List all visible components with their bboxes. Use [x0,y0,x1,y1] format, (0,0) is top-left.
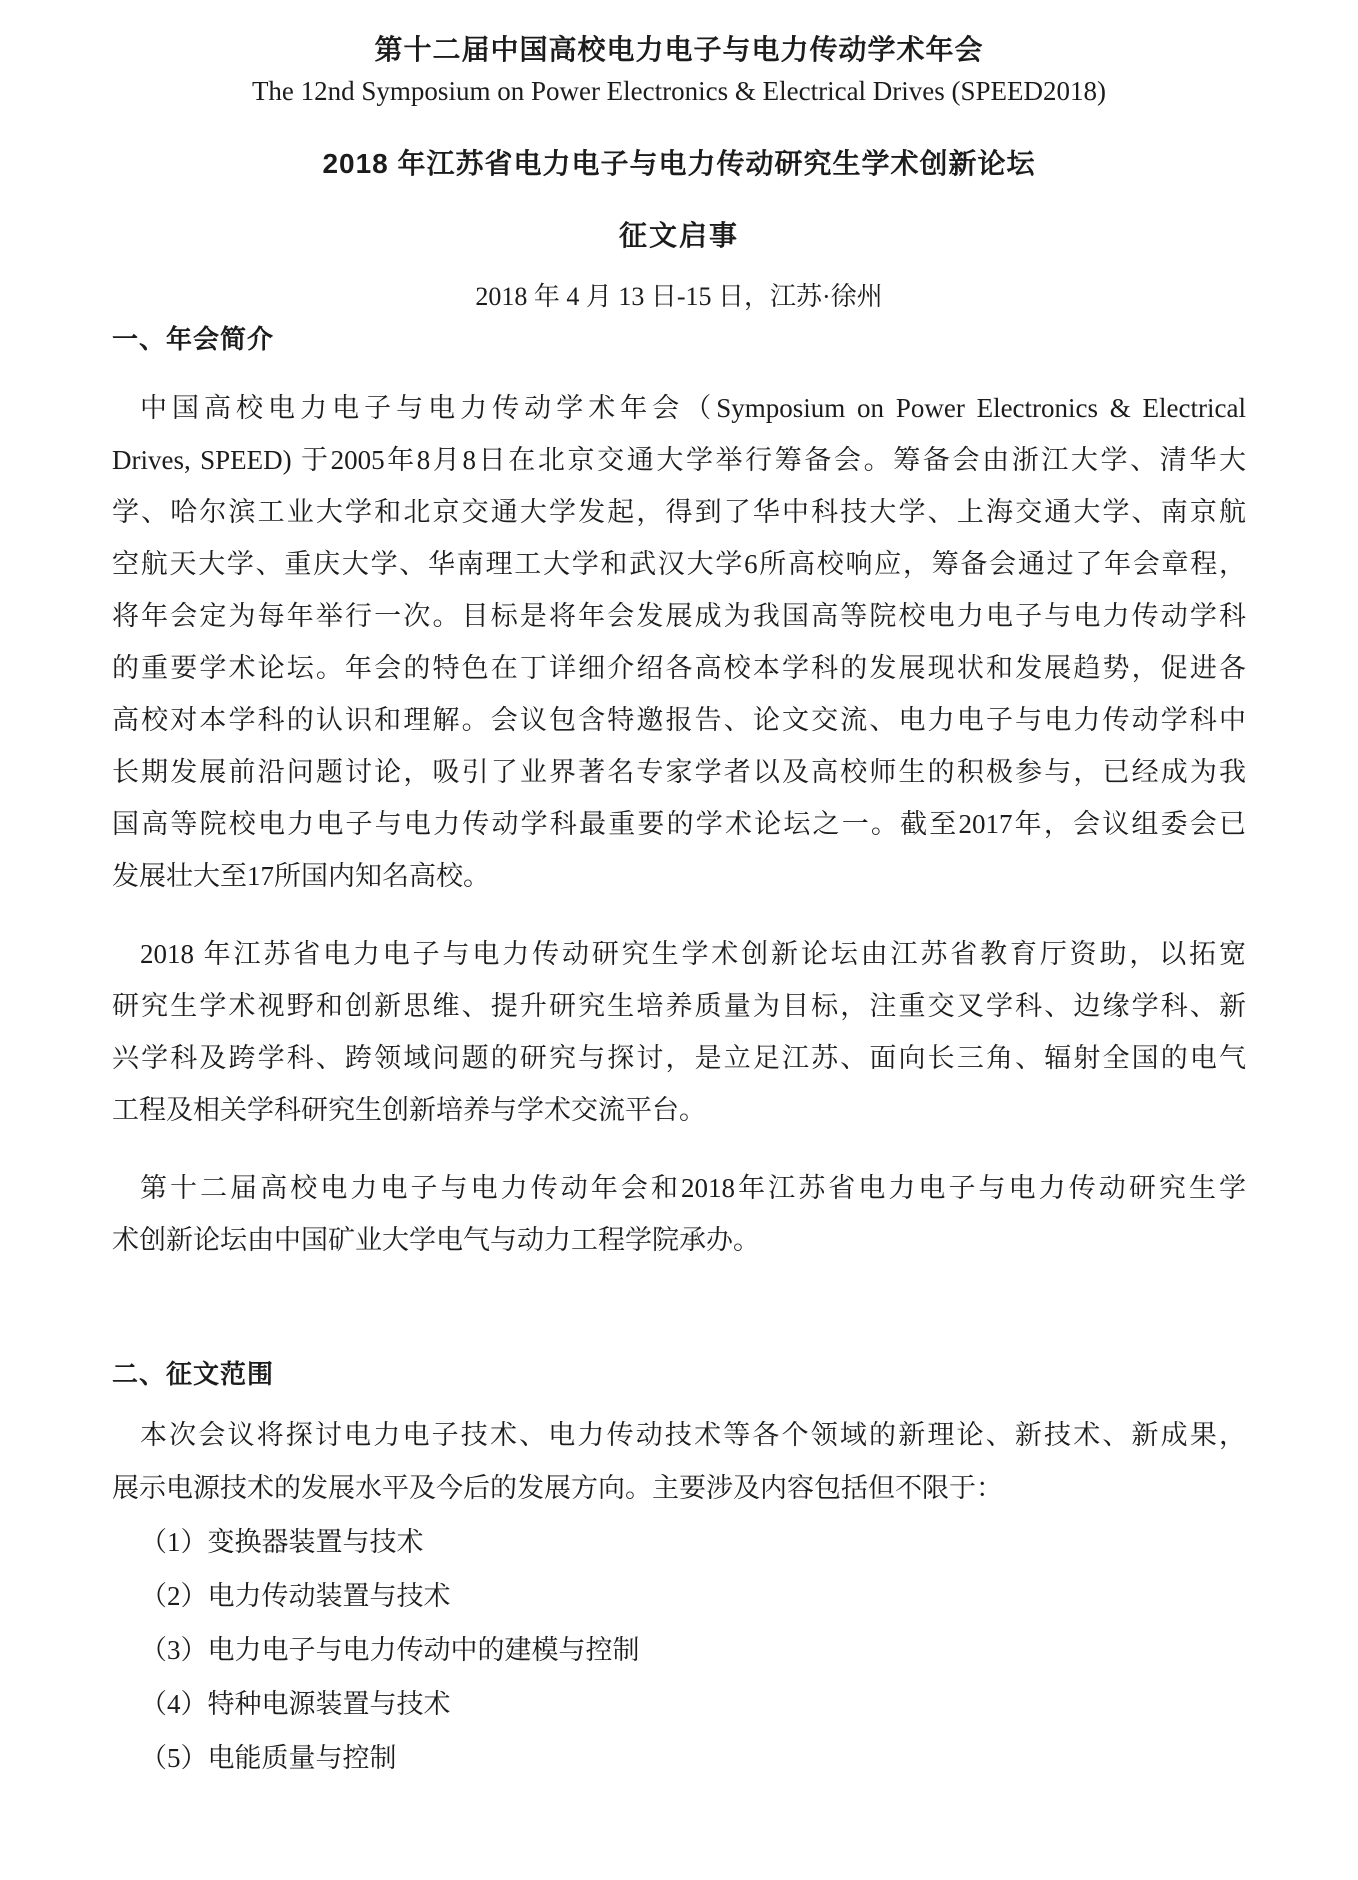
list-item: （1）变换器装置与技术 [140,1527,424,1557]
call-for-papers-title: 征文启事 [618,220,739,251]
list-item: （5）电能质量与控制 [140,1743,397,1773]
text-line: 兴学科及跨学科、跨领域问题的研究与探讨，是立足江苏、面向长三角、辐射全国的电气 [112,1043,1246,1073]
text-line: 第十二届高校电力电子与电力传动年会和2018年江苏省电力电子与电力传动研究生学 [140,1173,1246,1203]
text-line: 2018 年江苏省电力电子与电力传动研究生学术创新论坛由江苏省教育厅资助，以拓宽 [140,939,1246,969]
text-line: 本次会议将探讨电力电子技术、电力传动技术等各个领域的新理论、新技术、新成果， [140,1420,1246,1450]
text-line: 国高等院校电力电子与电力传动学科最重要的学术论坛之一。截至2017年，会议组委会已 [112,809,1246,839]
text-line: 将年会定为每年举行一次。目标是将年会发展成为我国高等院校电力电子与电力传动学科 [112,601,1246,631]
text-line: 长期发展前沿问题讨论，吸引了业界著名专家学者以及高校师生的积极参与，已经成为我 [112,757,1246,787]
symposium-title-english: The 12nd Symposium on Power Electronics & Electrical Drives (SPEED2018) [251,76,1107,106]
text-line: 的重要学术论坛。年会的特色在丁详细介绍各高校本学科的发展现状和发展趋势，促进各 [112,653,1246,683]
list-item: （2）电力传动装置与技术 [140,1581,451,1611]
section1-heading: 一、年会简介 [112,324,275,354]
section1-paragraph-2 [112,928,1246,1136]
date-location-line: 2018 年 4 月 13 日-15 日，江苏·徐州 [475,282,883,311]
forum-title: 2018 年江苏省电力电子与电力传动研究生学术创新论坛 [322,148,1036,179]
text-line: 中国高校电力电子与电力传动学术年会（Symposium on Power Electronics & Electrical [140,393,1246,423]
text-line: 术创新论坛由中国矿业大学电气与动力工程学院承办。 [112,1225,760,1255]
topic-list [112,1515,1246,1785]
text-line: 研究生学术视野和创新思维、提升研究生培养质量为目标，注重交叉学科、边缘学科、新 [112,991,1246,1021]
section2-intro-paragraph [112,1409,1246,1515]
text-line: 工程及相关学科研究生创新培养与学术交流平台。 [112,1095,706,1125]
text-line: Drives, SPEED) 于2005年8月8日在北京交通大学举行筹备会。筹备会由浙江大学、清华大 [112,445,1246,475]
list-item: （3）电力电子与电力传动中的建模与控制 [140,1635,640,1665]
section1-paragraph-1 [112,382,1246,902]
symposium-title-chinese: 第十二届中国高校电力电子与电力传动学术年会 [374,34,984,65]
text-line: 发展壮大至17所国内知名高校。 [112,861,490,891]
text-line: 高校对本学科的认识和理解。会议包含特邀报告、论文交流、电力电子与电力传动学科中 [112,705,1246,735]
text-line: 展示电源技术的发展水平及今后的发展方向。主要涉及内容包括但不限于： [112,1473,1003,1503]
text-line: 学、哈尔滨工业大学和北京交通大学发起，得到了华中科技大学、上海交通大学、南京航 [112,497,1246,527]
section1-paragraph-3 [112,1162,1246,1266]
text-line: 空航天大学、重庆大学、华南理工大学和武汉大学6所高校响应，筹备会通过了年会章程， [112,549,1246,579]
section2-heading: 二、征文范围 [112,1359,275,1389]
list-item: （4）特种电源装置与技术 [140,1689,451,1719]
